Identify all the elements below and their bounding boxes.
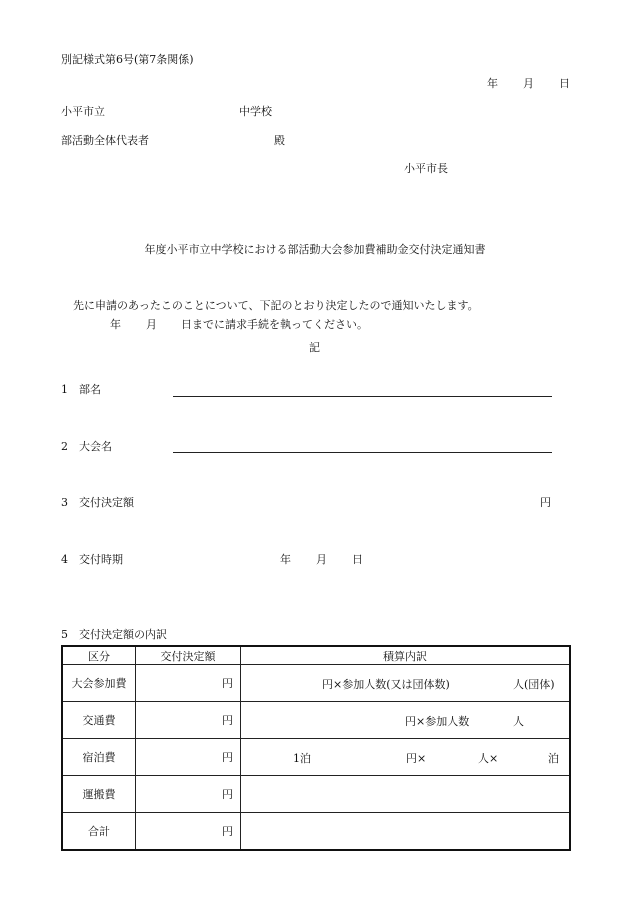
row-category: 交通費: [62, 702, 136, 739]
item-4-day: 日: [352, 553, 363, 566]
document-title: 年度小平市立中学校における部活動大会参加費補助金交付決定通知書: [144, 243, 486, 256]
calc-part: 人×: [478, 752, 499, 765]
issuer-name: 小平市長: [404, 162, 448, 175]
addressee-honorific: 殿: [274, 134, 285, 147]
item-4-month: 月: [316, 553, 327, 566]
row-amount-unit: 円: [136, 813, 241, 851]
addressee-representative: 部活動全体代表者: [61, 134, 149, 147]
item-1-label: 部名: [79, 383, 101, 396]
table-row: [62, 813, 570, 851]
row-calculation: [241, 813, 571, 851]
item-1-underline: [173, 396, 552, 397]
table-row: [62, 739, 570, 776]
addressee-school: 中学校: [239, 105, 272, 118]
row-amount-unit: 円: [136, 702, 241, 739]
row-category: 宿泊費: [62, 739, 136, 776]
item-2-underline: [173, 452, 552, 453]
item-4-year: 年: [280, 553, 291, 566]
calc-part: 円×参加人数: [405, 715, 470, 728]
calc-part: 泊: [548, 752, 559, 765]
calc-part: 人: [513, 715, 524, 728]
item-5-label: 交付決定額の内訳: [79, 628, 167, 641]
body-line-1: 先に申請のあったこのことについて、下記のとおり決定したので通知いたします。: [73, 299, 479, 312]
form-reference: 別記様式第6号(第7条関係): [61, 53, 194, 66]
table-row: [62, 665, 570, 702]
item-5-number: 5: [61, 628, 68, 641]
calc-part: 1泊: [293, 752, 311, 765]
calc-part: 円×: [406, 752, 427, 765]
body-month: 月: [146, 318, 157, 331]
row-calculation: [241, 776, 571, 813]
header-calculation: 積算内訳: [241, 646, 571, 665]
row-calculation: [241, 702, 571, 739]
header-category: 区分: [62, 646, 136, 665]
body-line-2: 日までに請求手続を執ってください。: [181, 318, 368, 331]
date-year: 年: [487, 77, 498, 90]
date-day: 日: [559, 77, 570, 90]
breakdown-table: [61, 645, 571, 851]
date-month: 月: [523, 77, 534, 90]
item-1-number: 1: [61, 383, 68, 396]
row-amount-unit: 円: [136, 776, 241, 813]
item-3-number: 3: [61, 496, 68, 509]
body-year: 年: [110, 318, 121, 331]
row-category: 合計: [62, 813, 136, 851]
item-3-unit: 円: [540, 496, 551, 509]
row-amount-unit: 円: [136, 665, 241, 702]
item-2-number: 2: [61, 440, 68, 453]
table-row: [62, 702, 570, 739]
row-category: 運搬費: [62, 776, 136, 813]
ki-mark: 記: [309, 341, 320, 354]
addressee-city: 小平市立: [61, 105, 105, 118]
header-amount: 交付決定額: [136, 646, 241, 665]
item-2-label: 大会名: [79, 440, 112, 453]
calc-part: 円×参加人数(又は団体数): [322, 678, 450, 691]
item-3-label: 交付決定額: [79, 496, 134, 509]
calc-part: 人(団体): [513, 678, 555, 691]
row-category: 大会参加費: [62, 665, 136, 702]
item-4-number: 4: [61, 553, 68, 566]
table-row: [62, 776, 570, 813]
row-calculation: [241, 665, 571, 702]
row-calculation: [241, 739, 571, 776]
item-4-label: 交付時期: [79, 553, 123, 566]
row-amount-unit: 円: [136, 739, 241, 776]
table-header-row: [62, 646, 570, 665]
